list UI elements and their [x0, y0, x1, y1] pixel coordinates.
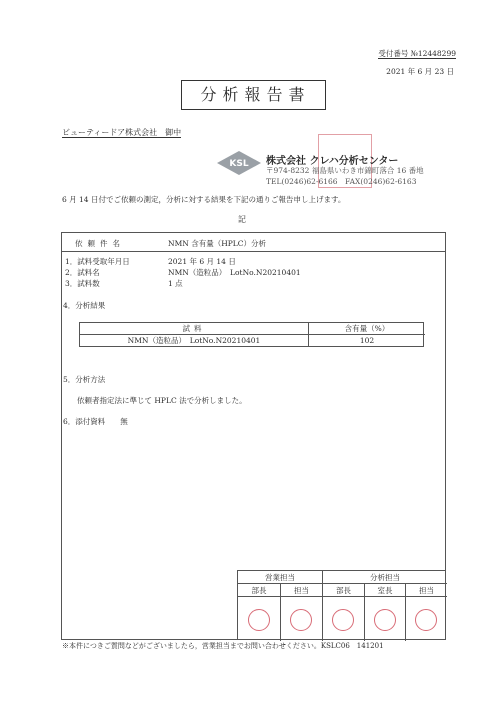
title-box [181, 80, 326, 110]
content-cell: 102 [359, 336, 375, 345]
results-table [79, 322, 424, 347]
sales-manager-label: 部長 [251, 586, 267, 595]
method-text: 依頼者指定法に準じて HPLC 法で分析しました。 [77, 396, 247, 405]
attachments-heading: 6．添付資料 無 [63, 417, 128, 426]
analysis-header: 分析担当 [370, 573, 400, 582]
subject-value: NMN 含有量（HPLC）分析 [168, 239, 266, 248]
company-logo-icon [216, 150, 262, 176]
document-title: 分析報告書 [200, 85, 311, 104]
analysis-manager-label: 部長 [336, 586, 351, 595]
analysis-chief-label: 室長 [377, 586, 393, 595]
receipt-date-value: 2021 年 6 月 14 日 [168, 257, 236, 266]
footer-note: ※本件につきご質問などがございましたら，営業担当までお問い合わせください。KSLC06 141201 [62, 642, 384, 650]
seal-stamp-icon [415, 609, 437, 631]
col-content-header: 含有量（%） [309, 323, 425, 335]
receipt-date-label: 1．試料受取年月日 [65, 257, 130, 266]
analysis-staff-label: 担当 [419, 586, 434, 595]
svg-text:KSL: KSL [229, 159, 249, 169]
sales-header: 営業担当 [265, 573, 295, 582]
results-heading: 4．分析結果 [63, 301, 106, 310]
sales-staff-label: 担当 [294, 586, 309, 595]
receipt-number: 受付番号 №12448299 [378, 49, 456, 58]
intro-text: 6 月 14 日付でご依頼の測定，分析に対する結果を下記の通りご報告申し上げます。 [62, 195, 346, 204]
report-date: 2021 年 6 月 23 日 [386, 67, 454, 76]
method-heading: 5．分析方法 [63, 375, 106, 384]
company-name: 株式会社 クレハ分析センター [266, 156, 399, 167]
ki-label: 記 [238, 215, 246, 224]
seal-stamp-icon [374, 609, 396, 631]
seal-stamp-icon [290, 609, 312, 631]
sample-count-label: 3．試料数 [65, 279, 100, 288]
sample-count-value: 1 点 [168, 279, 183, 288]
col-sample-header: 試料 [80, 323, 308, 335]
seal-stamp-icon [248, 609, 270, 631]
client-name: ビューティードア株式会社 御中 [62, 128, 182, 137]
company-tel: TEL(0246)62-6166 FAX(0246)62-6163 [266, 177, 417, 186]
seal-stamp-icon [332, 609, 354, 631]
subject-label: 依頼件名 [75, 239, 125, 248]
sample-cell: NMN（造粒品） LotNo.N20210401 [127, 336, 261, 345]
approval-box [237, 570, 446, 640]
sample-name-label: 2．試料名 [65, 268, 100, 277]
sample-name-value: NMN（造粒品） LotNo.N20210401 [168, 268, 301, 277]
company-address: 〒974-8232 福島県いわき市錦町落合 16 番地 [266, 166, 424, 175]
